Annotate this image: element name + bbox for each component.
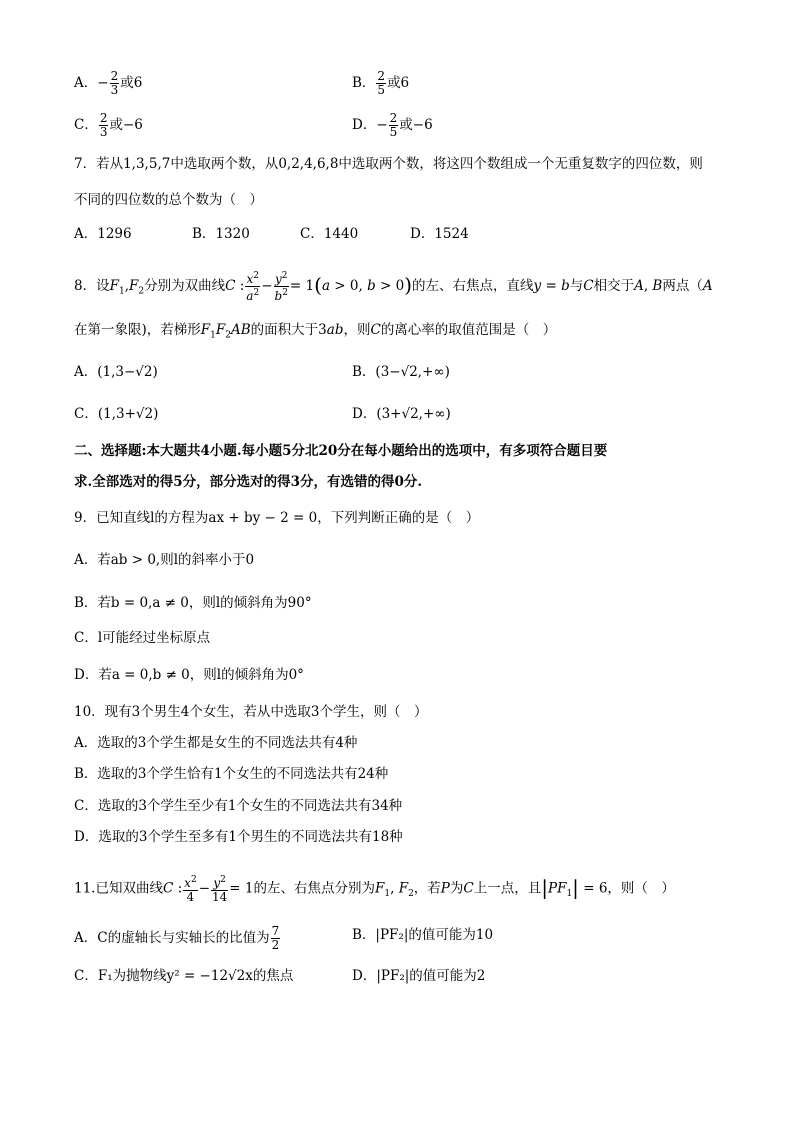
q9-option-d: D．若a = 0,b ≠ 0，则l的倾斜角为0° [74,667,304,683]
q9-stem: 9．已知直线l的方程为ax + by − 2 = 0，下列判断正确的是（ ） [74,510,480,526]
q7-option-a: A．1296 [74,226,132,242]
denominator: 3 [99,125,108,139]
q6-option-d [352,112,433,139]
option-tail: 或6 [120,75,143,91]
q7-option-c: C．1440 [300,226,359,242]
q7-option-d: D．1524 [410,226,469,242]
q9-option-c: C．l可能经过坐标原点 [74,630,211,646]
q11-option-a [74,925,281,952]
numerator: 7 [271,924,280,938]
math-c: C [225,278,236,294]
option-math: (1,3−√2) [97,364,158,380]
text: 8．设 [74,278,110,294]
option-label: B． [352,364,376,380]
numerator: 2 [389,111,398,125]
q8-stem-line1: 8．设$F_1,F_2$分别为双曲线C : $\frac{x^2}{a^2}$ − $\frac{y^2}{b^2}$ = 1(a > 0, b > 0)的左、右焦点，直线y = b与C相交于A, B两点（A [74,271,713,303]
fraction [99,112,109,139]
q8-option-b [352,362,450,382]
math-f1f2: F [109,278,119,294]
q7-option-b: B．1320 [192,226,250,242]
q10-stem: 10．现有3个男生4个女生，若从中选取3个学生，则（ ） [74,704,428,720]
q10-option-b: B．选取的3个学生恰有1个女生的不同选法共有24种 [74,766,389,782]
option-math: (3−√2,+∞) [375,364,450,380]
option-math: (1,3+√2) [97,406,159,422]
q11-option-c: C．F₁为抛物线y² = −12√2x的焦点 [74,968,294,984]
text: ，若 [413,880,441,897]
q7-stem-line1: 7．若从1,3,5,7中选取两个数，从0,2,4,6,8中选取两个数，将这四个数组成一个无重复数字的四位数，则 [74,156,703,172]
q6-option-a [74,70,142,97]
q10-option-c: C．选取的3个学生至少有1个女生的不同选法共有34种 [74,798,403,814]
q6-option-c [74,112,143,139]
q9-option-b: B．若b = 0,a ≠ 0，则l的倾斜角为90° [74,595,312,611]
numerator: 2 [110,69,119,83]
fraction [271,925,281,952]
option-label: C． [74,117,98,133]
text: 上一点，且 [473,880,542,897]
option-label: A． [74,75,98,91]
option-label: D． [352,406,377,422]
option-tail: 或−6 [399,117,433,133]
q11-option-d: D．|PF₂|的值可能为2 [352,968,486,984]
q8-option-a [74,362,158,382]
fraction-y2-b2: $\frac{y^2}{b^2}$ [274,271,288,303]
q11-stem: 11.已知双曲线C : $\frac{x^2}{4}$ − $\frac{y^2}{14}$ = 1的左、右焦点分别为$F_1$, $F_2$，若P为C上一点，且$|PF_1| = 6$，则（ ） [74,875,675,904]
text: 的左、右焦点分别为 [253,880,375,897]
option-tail: 或−6 [109,117,143,133]
text: 为 [449,880,464,897]
section-heading-line2: 求.全部选对的得5分，部分选对的得3分，有选错的得0分. [74,474,423,490]
text: 相交于 [593,278,635,294]
denominator: 2 [271,938,280,952]
denominator: 5 [377,83,386,97]
text: 的面积大于 [250,322,319,338]
text: 11.已知双曲线 [74,880,163,897]
q10-option-a: A．选取的3个学生都是女生的不同选法共有4种 [74,735,358,751]
q8-option-d [352,404,451,424]
text: 的左、右焦点，直线 [412,278,534,294]
q10-option-d: D．选取的3个学生至多有1个男生的不同选法共有18种 [74,829,403,845]
option-tail: 或6 [387,75,410,91]
q7-stem-line2: 不同的四位数的总个数为（ ） [74,192,263,208]
option-text: A．C的虚轴长与实轴长的比值为 [74,930,270,946]
fraction-x2-4: $\frac{x^2}{4}$ [184,875,197,904]
q9-option-a: A．若ab > 0,则l的斜率小于0 [74,552,255,568]
q6-option-b [352,70,409,97]
text: 的离心率的取值范围是（ ） [380,322,557,338]
text: 两点（ [662,278,703,294]
text: ，则 [343,322,371,338]
q11-option-b: B．|PF₂|的值可能为10 [352,927,494,943]
option-label: A． [74,364,98,380]
text: 与 [569,278,584,294]
minus-sign: − [97,75,109,91]
numerator: 2 [99,111,108,125]
option-math: (3+√2,+∞) [376,406,451,422]
option-label: D． [352,117,377,133]
option-label: C． [74,406,98,422]
text: 分别为双曲线 [144,278,226,294]
q8-option-c [74,404,158,424]
option-label: B． [352,75,376,91]
denominator: 3 [110,83,119,97]
section-heading-line1: 二、选择题:本大题共4小题.每小题5分北20分在每小题给出的选项中，有多项符合题目要 [74,443,608,459]
minus-sign: − [376,117,388,133]
fraction [110,70,120,97]
fraction [376,70,386,97]
q8-stem-line2: 在第一象限)，若梯形$F_1F_2AB$的面积大于3ab，则C的离心率的取值范围是（ ） [74,322,557,341]
fraction-y2-14: $\frac{y^2}{14}$ [212,875,228,904]
text: ，则（ ） [607,880,675,897]
fraction-x2-a2: $\frac{x^2}{a^2}$ [246,271,260,303]
text: 在第一象限)，若梯形 [74,322,201,338]
fraction [389,112,399,139]
numerator: 2 [377,69,386,83]
denominator: 5 [389,125,398,139]
